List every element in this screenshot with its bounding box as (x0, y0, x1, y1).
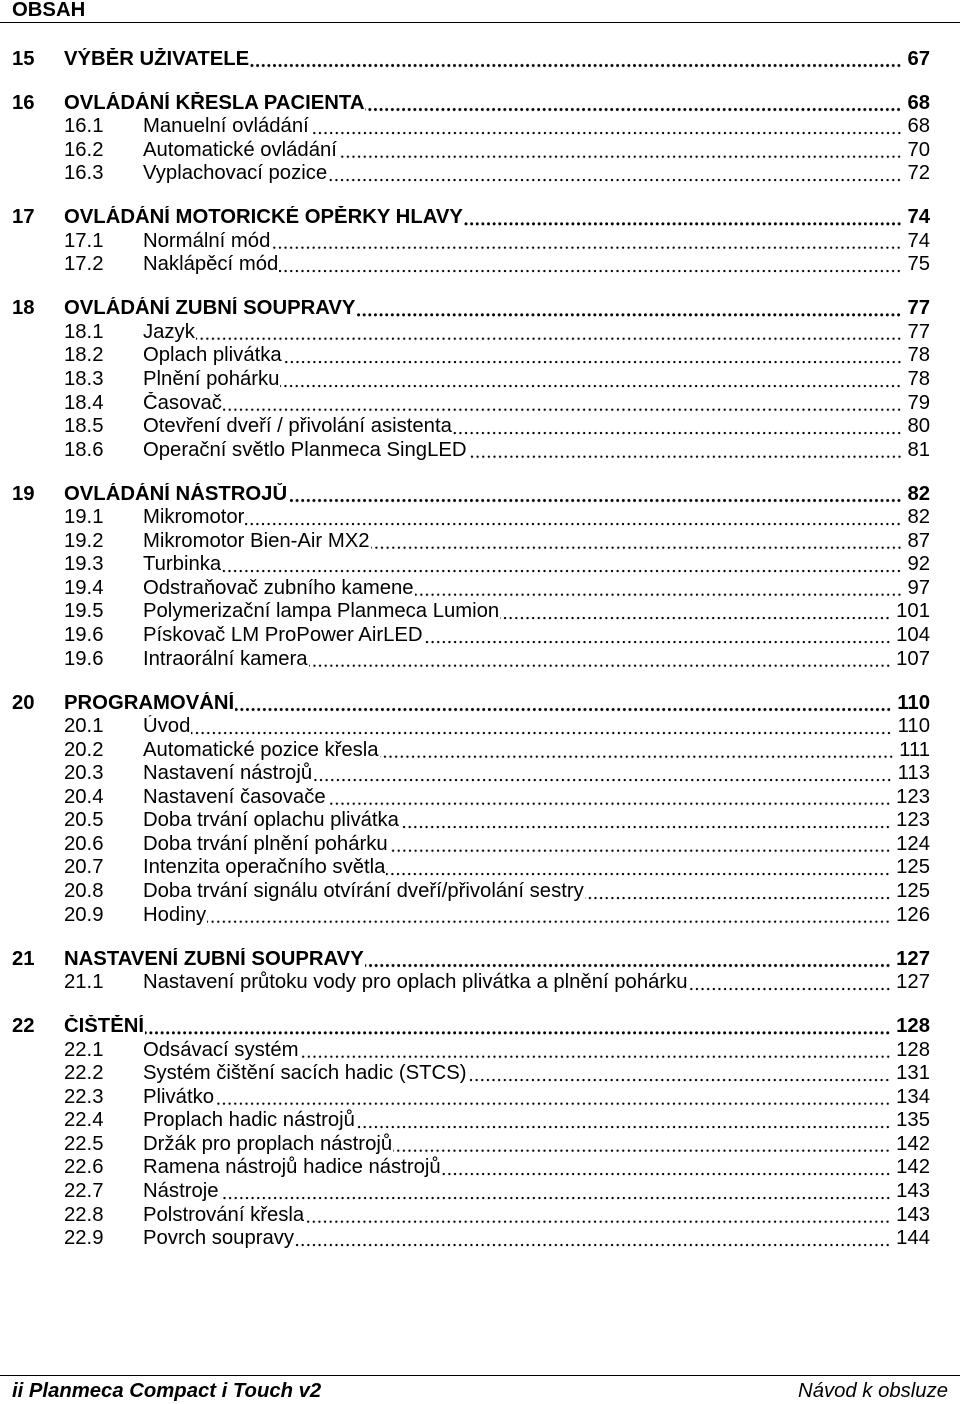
section-title: Držák pro proplach nástrojů (143, 1132, 393, 1155)
section-number: 22.9 (64, 1227, 104, 1250)
section-indent (12, 230, 64, 254)
dot-leader (207, 904, 890, 928)
page-number: 128 (896, 1015, 930, 1038)
section-title: Ramena nástrojů hadice nástrojů (143, 1156, 441, 1179)
section-indent (12, 880, 64, 904)
section-number: 20.2 (64, 738, 104, 761)
toc-section-row (12, 368, 930, 392)
section-indent (12, 530, 64, 554)
toc-chapter (12, 297, 930, 462)
section-title: Proplach hadic nástrojů (143, 1109, 355, 1132)
section-number: 22.5 (64, 1132, 104, 1155)
chapter-number: 22 (12, 1015, 35, 1038)
page-number: 144 (896, 1227, 930, 1250)
toc-section-row (12, 1204, 930, 1228)
section-number: 18.1 (64, 320, 104, 343)
toc-section-row (12, 833, 930, 857)
toc-chapter (12, 92, 930, 186)
section-number: 19.5 (64, 600, 104, 623)
section-number: 22.3 (64, 1085, 104, 1108)
section-number: 18.4 (64, 391, 104, 414)
section-indent (12, 1204, 64, 1228)
section-indent (12, 600, 64, 624)
page-number: 77 (907, 297, 930, 320)
dot-leader (235, 692, 892, 716)
toc-section-row (12, 1133, 930, 1157)
page-number: 74 (907, 229, 930, 252)
page-number: 101 (896, 600, 930, 623)
chapter-number: 20 (12, 691, 35, 714)
toc-section-row (12, 321, 930, 345)
section-title: Mikromotor Bien-Air MX2 (143, 529, 370, 552)
section-title: Naklápěcí mód (143, 253, 279, 276)
section-title: Intenzita operačního světla (143, 856, 386, 879)
section-title: Doba trvání signálu otvírání dveří/přivolání sestry (143, 879, 584, 902)
section-indent (12, 392, 64, 416)
dot-leader (442, 1156, 891, 1180)
toc-section-row (12, 439, 930, 463)
dot-leader (145, 1015, 891, 1039)
dot-leader (415, 577, 902, 601)
section-number: 20.6 (64, 832, 104, 855)
section-title: Automatické pozice křesla (143, 738, 379, 761)
section-title: Časovač (143, 391, 222, 414)
section-indent (12, 506, 64, 530)
toc-chapter-row (12, 297, 930, 321)
toc-section-row (12, 1086, 930, 1110)
section-title: Jazyk (143, 320, 195, 343)
toc-section-row (12, 344, 930, 368)
toc-section-row (12, 1039, 930, 1063)
section-title: Odstraňovač zubního kamene (143, 576, 414, 599)
section-title: Odsávací systém (143, 1038, 299, 1061)
dot-leader (288, 483, 902, 507)
toc-section-row (12, 253, 930, 277)
section-title: Plivátko (143, 1085, 215, 1108)
toc-chapter-row (12, 206, 930, 230)
page-number: 70 (907, 138, 930, 161)
section-number: 19.3 (64, 553, 104, 576)
page-number: 126 (896, 903, 930, 926)
chapter-title: VÝBĚR UŽIVATELE (64, 47, 250, 70)
page-number: 131 (896, 1062, 930, 1085)
section-number: 20.4 (64, 785, 104, 808)
dot-leader (424, 624, 891, 648)
toc-section-row (12, 880, 930, 904)
page-number: 68 (907, 91, 930, 114)
toc-section-row (12, 786, 930, 810)
section-indent (12, 624, 64, 648)
footer-rule (0, 1375, 960, 1376)
dot-leader (468, 439, 902, 463)
page-number: 78 (907, 368, 930, 391)
dot-leader (223, 392, 902, 416)
dot-leader (309, 648, 891, 672)
section-number: 22.7 (64, 1179, 104, 1202)
section-title: Nastavení průtoku vody pro oplach plivátka a plnění pohárku (143, 971, 688, 994)
section-number: 19.4 (64, 576, 104, 599)
section-title: Manuelní ovládání (143, 115, 309, 138)
page-number: 72 (907, 162, 930, 185)
dot-leader (196, 321, 902, 345)
section-number: 16.1 (64, 115, 104, 138)
dot-leader (500, 600, 890, 624)
section-title: Doba trvání plnění pohárku (143, 832, 388, 855)
section-title: Turbinka (143, 553, 222, 576)
page-number: 134 (896, 1085, 930, 1108)
chapter-number: 17 (12, 206, 35, 229)
toc-chapter-row (12, 948, 930, 972)
page-number: 67 (907, 47, 930, 70)
toc-chapter (12, 483, 930, 671)
section-number: 19.6 (64, 623, 104, 646)
toc-section-row (12, 1109, 930, 1133)
footer-manual-type: Návod k obsluze (798, 1379, 948, 1402)
footer-document-title: ii Planmeca Compact i Touch v2 (12, 1379, 322, 1402)
toc-section-row (12, 715, 930, 739)
toc-chapter (12, 206, 930, 277)
section-title: Oplach plivátka (143, 344, 282, 367)
dot-leader (380, 739, 894, 763)
dot-leader (356, 297, 901, 321)
section-number: 21.1 (64, 971, 104, 994)
section-indent (12, 739, 64, 763)
page-number: 113 (897, 762, 930, 785)
section-number: 20.8 (64, 879, 104, 902)
page-number: 123 (896, 809, 930, 832)
section-indent (12, 1180, 64, 1204)
toc-chapter (12, 48, 930, 72)
dot-leader (300, 1039, 891, 1063)
section-number: 17.2 (64, 253, 104, 276)
dot-leader (222, 553, 902, 577)
page-number: 107 (896, 647, 930, 670)
page-number: 125 (896, 856, 930, 879)
section-indent (12, 809, 64, 833)
dot-leader (305, 1204, 890, 1228)
section-title: Nastavení nástrojů (143, 762, 313, 785)
toc-section-row (12, 506, 930, 530)
toc-chapter-row (12, 48, 930, 72)
section-number: 20.1 (64, 715, 104, 738)
section-title: Hodiny (143, 903, 207, 926)
section-title: Intraorální kamera (143, 647, 308, 670)
section-title: Nastavení časovače (143, 785, 326, 808)
toc-chapter-row (12, 92, 930, 116)
toc-section-row (12, 162, 930, 186)
dot-leader (215, 1086, 891, 1110)
section-indent (12, 904, 64, 928)
dot-leader (453, 415, 902, 439)
section-number: 16.3 (64, 162, 104, 185)
dot-leader (245, 506, 901, 530)
section-title: Doba trvání oplachu plivátka (143, 809, 399, 832)
page-number: 124 (896, 832, 930, 855)
dot-leader (365, 948, 891, 972)
dot-leader (365, 92, 901, 116)
page-number: 110 (897, 691, 930, 714)
section-indent (12, 1227, 64, 1251)
toc-chapter-row (12, 1015, 930, 1039)
dot-leader (393, 1133, 890, 1157)
section-title: Operační světlo Planmeca SingLED (143, 438, 467, 461)
toc-section-row (12, 1062, 930, 1086)
toc-section-row (12, 762, 930, 786)
toc-section-row (12, 415, 930, 439)
section-indent (12, 856, 64, 880)
page-number: 74 (907, 206, 930, 229)
section-indent (12, 321, 64, 345)
section-number: 22.2 (64, 1062, 104, 1085)
section-number: 16.2 (64, 138, 104, 161)
section-number: 19.2 (64, 529, 104, 552)
chapter-number: 21 (12, 947, 35, 970)
chapter-number: 19 (12, 482, 35, 505)
section-number: 20.5 (64, 809, 104, 832)
chapter-title: PROGRAMOVÁNÍ (64, 691, 235, 714)
page-title: OBSAH (12, 0, 86, 21)
section-number: 19.6 (64, 647, 104, 670)
section-title: Plnění pohárku (143, 368, 280, 391)
section-number: 20.3 (64, 762, 104, 785)
page-number: 87 (907, 529, 930, 552)
toc-section-row (12, 530, 930, 554)
section-indent (12, 715, 64, 739)
toc-section-row (12, 809, 930, 833)
toc-section-row (12, 971, 930, 995)
dot-leader (585, 880, 891, 904)
section-indent (12, 648, 64, 672)
page-number: 128 (896, 1038, 930, 1061)
page-number: 79 (907, 391, 930, 414)
section-title: Mikromotor (143, 506, 245, 529)
dot-leader (389, 833, 891, 857)
section-indent (12, 253, 64, 277)
page-number: 123 (896, 785, 930, 808)
section-title: Úvod (143, 715, 191, 738)
section-indent (12, 368, 64, 392)
section-number: 22.4 (64, 1109, 104, 1132)
page-number: 97 (907, 576, 930, 599)
section-indent (12, 1109, 64, 1133)
section-indent (12, 1039, 64, 1063)
toc-section-row (12, 600, 930, 624)
dot-leader (689, 971, 891, 995)
section-indent (12, 415, 64, 439)
dot-leader (313, 762, 892, 786)
page-number: 80 (907, 415, 930, 438)
dot-leader (280, 368, 901, 392)
section-number: 18.3 (64, 368, 104, 391)
section-indent (12, 553, 64, 577)
section-number: 22.1 (64, 1038, 104, 1061)
section-indent (12, 439, 64, 463)
section-title: Polstrování křesla (143, 1203, 305, 1226)
section-title: Povrch soupravy (143, 1227, 295, 1250)
toc-chapter-row (12, 692, 930, 716)
section-title: Nástroje (143, 1179, 219, 1202)
toc-section-row (12, 624, 930, 648)
section-title: Polymerizační lampa Planmeca Lumion (143, 600, 500, 623)
section-title: Vyplachovací pozice (143, 162, 328, 185)
toc-section-row (12, 904, 930, 928)
dot-leader (356, 1109, 891, 1133)
section-title: Pískovač LM ProPower AirLED (143, 623, 423, 646)
dot-leader (283, 344, 902, 368)
section-indent (12, 577, 64, 601)
toc-section-row (12, 1156, 930, 1180)
chapter-number: 16 (12, 91, 35, 114)
toc-section-row (12, 739, 930, 763)
page-number: 143 (896, 1203, 930, 1226)
toc-section-row (12, 115, 930, 139)
section-number: 22.8 (64, 1203, 104, 1226)
dot-leader (279, 253, 902, 277)
table-of-contents (12, 48, 930, 1251)
page-number: 125 (896, 879, 930, 902)
page-number: 127 (896, 947, 930, 970)
page-number: 135 (896, 1109, 930, 1132)
dot-leader (400, 809, 891, 833)
chapter-title: OVLÁDÁNÍ NÁSTROJŮ (64, 482, 288, 505)
section-indent (12, 971, 64, 995)
section-number: 20.7 (64, 856, 104, 879)
page-number: 127 (896, 971, 930, 994)
page-number: 81 (907, 438, 930, 461)
page-number: 142 (896, 1156, 930, 1179)
section-indent (12, 139, 64, 163)
toc-section-row (12, 139, 930, 163)
page-number: 82 (907, 482, 930, 505)
toc-section-row (12, 230, 930, 254)
header-rule (0, 22, 960, 23)
toc-chapter (12, 948, 930, 995)
chapter-title: OVLÁDÁNÍ KŘESLA PACIENTA (64, 91, 365, 114)
dot-leader (338, 139, 902, 163)
toc-section-row (12, 1227, 930, 1251)
toc-chapter-row (12, 483, 930, 507)
section-title: Systém čištění sacích hadic (STCS) (143, 1062, 467, 1085)
dot-leader (271, 230, 901, 254)
dot-leader (328, 162, 902, 186)
dot-leader (467, 1062, 890, 1086)
section-title: Automatické ovládání (143, 138, 337, 161)
dot-leader (220, 1180, 891, 1204)
section-number: 18.2 (64, 344, 104, 367)
dot-leader (327, 786, 891, 810)
page-number: 68 (907, 115, 930, 138)
section-number: 17.1 (64, 229, 104, 252)
section-indent (12, 833, 64, 857)
dot-leader (310, 115, 902, 139)
section-indent (12, 1086, 64, 1110)
dot-leader (386, 856, 890, 880)
dot-leader (295, 1227, 891, 1251)
section-number: 22.6 (64, 1156, 104, 1179)
chapter-title: NASTAVENÍ ZUBNÍ SOUPRAVY (64, 947, 364, 970)
page-number: 92 (907, 553, 930, 576)
dot-leader (371, 530, 902, 554)
dot-leader (464, 206, 902, 230)
toc-section-row (12, 577, 930, 601)
section-title: Otevření dveří / přivolání asistenta (143, 415, 452, 438)
section-number: 18.6 (64, 438, 104, 461)
page-number: 111 (899, 738, 930, 761)
page-number: 77 (907, 320, 930, 343)
section-indent (12, 1156, 64, 1180)
dot-leader (191, 715, 892, 739)
toc-section-row (12, 553, 930, 577)
page-number: 104 (896, 623, 930, 646)
chapter-title: OVLÁDÁNÍ ZUBNÍ SOUPRAVY (64, 297, 356, 320)
page-number: 78 (907, 344, 930, 367)
toc-chapter (12, 692, 930, 927)
toc-section-row (12, 856, 930, 880)
page-number: 143 (896, 1179, 930, 1202)
section-indent (12, 344, 64, 368)
chapter-number: 15 (12, 47, 35, 70)
chapter-title: OVLÁDÁNÍ MOTORICKÉ OPĚRKY HLAVY (64, 206, 463, 229)
section-indent (12, 762, 64, 786)
page-number: 142 (896, 1132, 930, 1155)
toc-section-row (12, 648, 930, 672)
section-title: Normální mód (143, 229, 271, 252)
section-indent (12, 1062, 64, 1086)
section-number: 18.5 (64, 415, 104, 438)
section-indent (12, 786, 64, 810)
dot-leader (250, 48, 902, 72)
page-number: 75 (907, 253, 930, 276)
toc-section-row (12, 392, 930, 416)
toc-chapter (12, 1015, 930, 1250)
chapter-number: 18 (12, 297, 35, 320)
section-indent (12, 162, 64, 186)
section-indent (12, 1133, 64, 1157)
section-number: 19.1 (64, 506, 104, 529)
page-number: 110 (897, 715, 930, 738)
toc-section-row (12, 1180, 930, 1204)
section-number: 20.9 (64, 903, 104, 926)
chapter-title: ČIŠTĚNÍ (64, 1015, 145, 1038)
page-number: 82 (907, 506, 930, 529)
section-indent (12, 115, 64, 139)
